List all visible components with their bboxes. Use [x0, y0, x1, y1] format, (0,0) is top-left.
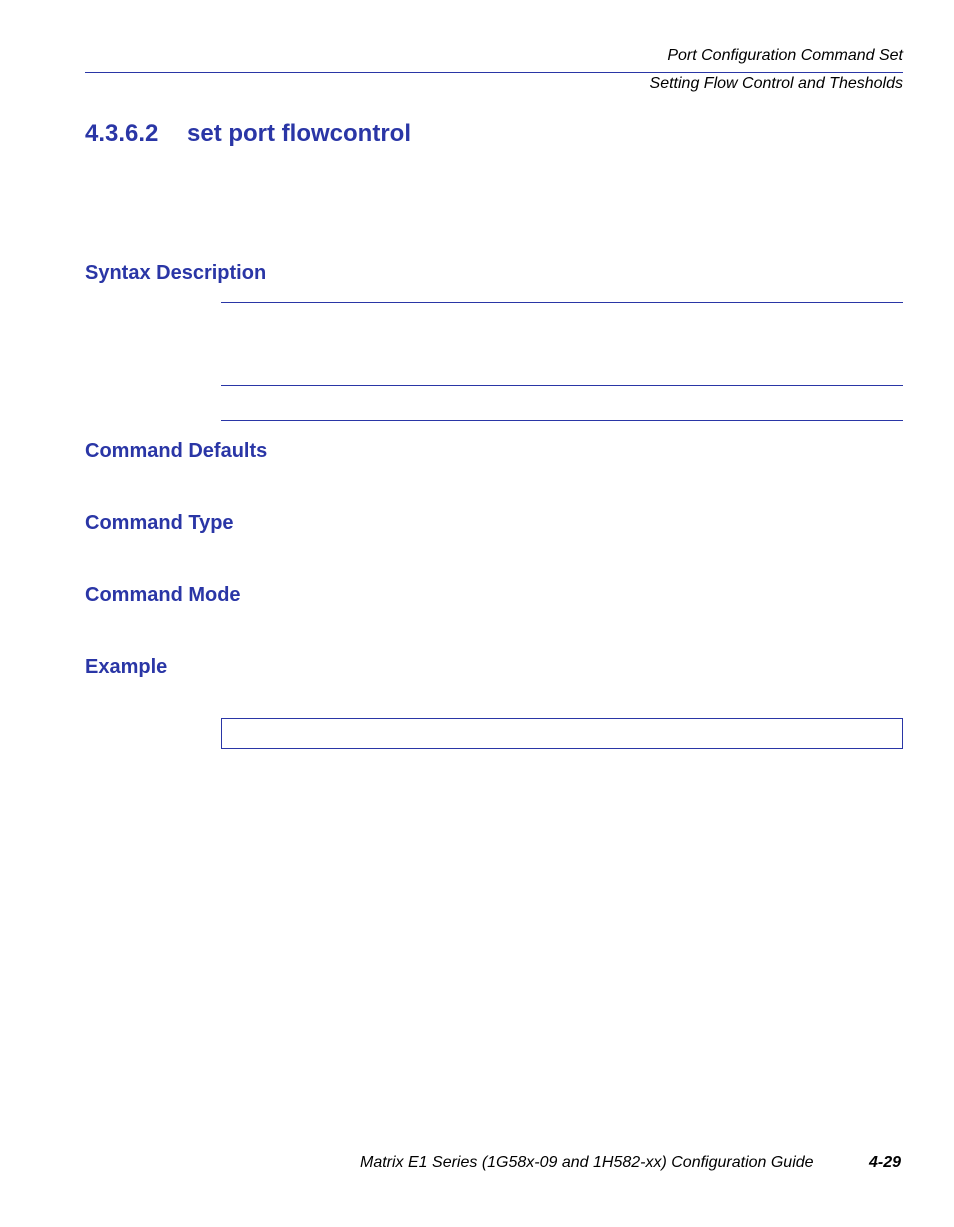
command-type-heading: Command Type [85, 512, 234, 534]
section-title: set port flowcontrol [187, 120, 411, 147]
example-heading: Example [85, 656, 168, 678]
syntax-table-mid-rule [221, 385, 903, 386]
footer-guide-title: Matrix E1 Series (1G58x-09 and 1H582-xx) Configuration Guide [360, 1154, 814, 1171]
header-rule [85, 72, 903, 73]
command-defaults-heading: Command Defaults [85, 440, 268, 462]
example-code-box [221, 718, 903, 749]
header-chapter: Port Configuration Command Set [667, 47, 903, 64]
header-section: Setting Flow Control and Thesholds [649, 75, 903, 92]
syntax-table-bottom-rule [221, 420, 903, 421]
footer-page-number: 4-29 [869, 1154, 902, 1171]
section-number: 4.3.6.2 [85, 120, 159, 147]
syntax-description-heading: Syntax Description [85, 262, 267, 284]
command-mode-heading: Command Mode [85, 584, 241, 606]
syntax-table-top-rule [221, 302, 903, 303]
